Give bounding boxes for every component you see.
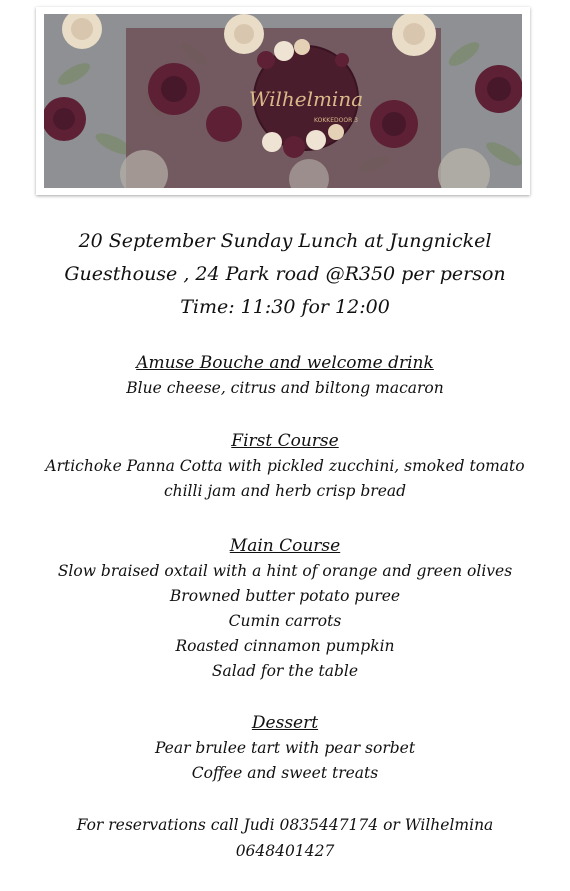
first-course-title: First Course xyxy=(231,431,339,451)
reservation-line-2: 0648401427 xyxy=(235,842,335,860)
menu-item: Artichoke Panna Cotta with pickled zucchini, smoked tomato xyxy=(45,457,525,475)
brand-name: Wilhelmina xyxy=(248,87,364,111)
floral-banner-illustration xyxy=(44,14,522,188)
event-headline xyxy=(0,225,570,324)
menu-item: Coffee and sweet treats xyxy=(191,764,379,782)
menu-item: chilli jam and herb crisp bread xyxy=(163,482,407,500)
menu-item: Blue cheese, citrus and biltong macaron xyxy=(126,379,444,397)
headline-line-2: Guesthouse , 24 Park road @R350 per person xyxy=(64,263,506,285)
menu-item: Pear brulee tart with pear sorbet xyxy=(154,739,416,757)
main-course-section xyxy=(0,534,570,684)
dessert-section xyxy=(0,711,570,786)
amuse-title: Amuse Bouche and welcome drink xyxy=(136,353,434,373)
menu-item: Slow braised oxtail with a hint of orange and green olives xyxy=(57,562,513,580)
headline-line-3: Time: 11:30 for 12:00 xyxy=(180,296,390,318)
brand-subtitle: KOKKEDOOR 3 xyxy=(314,117,358,124)
menu-item: Salad for the table xyxy=(211,662,359,680)
menu-item: Browned butter potato puree xyxy=(169,587,401,605)
menu-item: Cumin carrots xyxy=(228,612,342,630)
main-course-title: Main Course xyxy=(229,536,341,556)
first-course-section xyxy=(0,429,570,504)
banner-image xyxy=(44,14,522,188)
headline-line-1: 20 September Sunday Lunch at Jungnickel xyxy=(78,230,492,252)
reservation-line-1: For reservations call Judi 0835447174 or Wilhelmina xyxy=(76,816,494,834)
amuse-section xyxy=(0,351,570,401)
reservation-info xyxy=(0,812,570,864)
dessert-title: Dessert xyxy=(251,713,319,733)
menu-item: Roasted cinnamon pumpkin xyxy=(175,637,395,655)
banner-frame xyxy=(36,7,530,195)
